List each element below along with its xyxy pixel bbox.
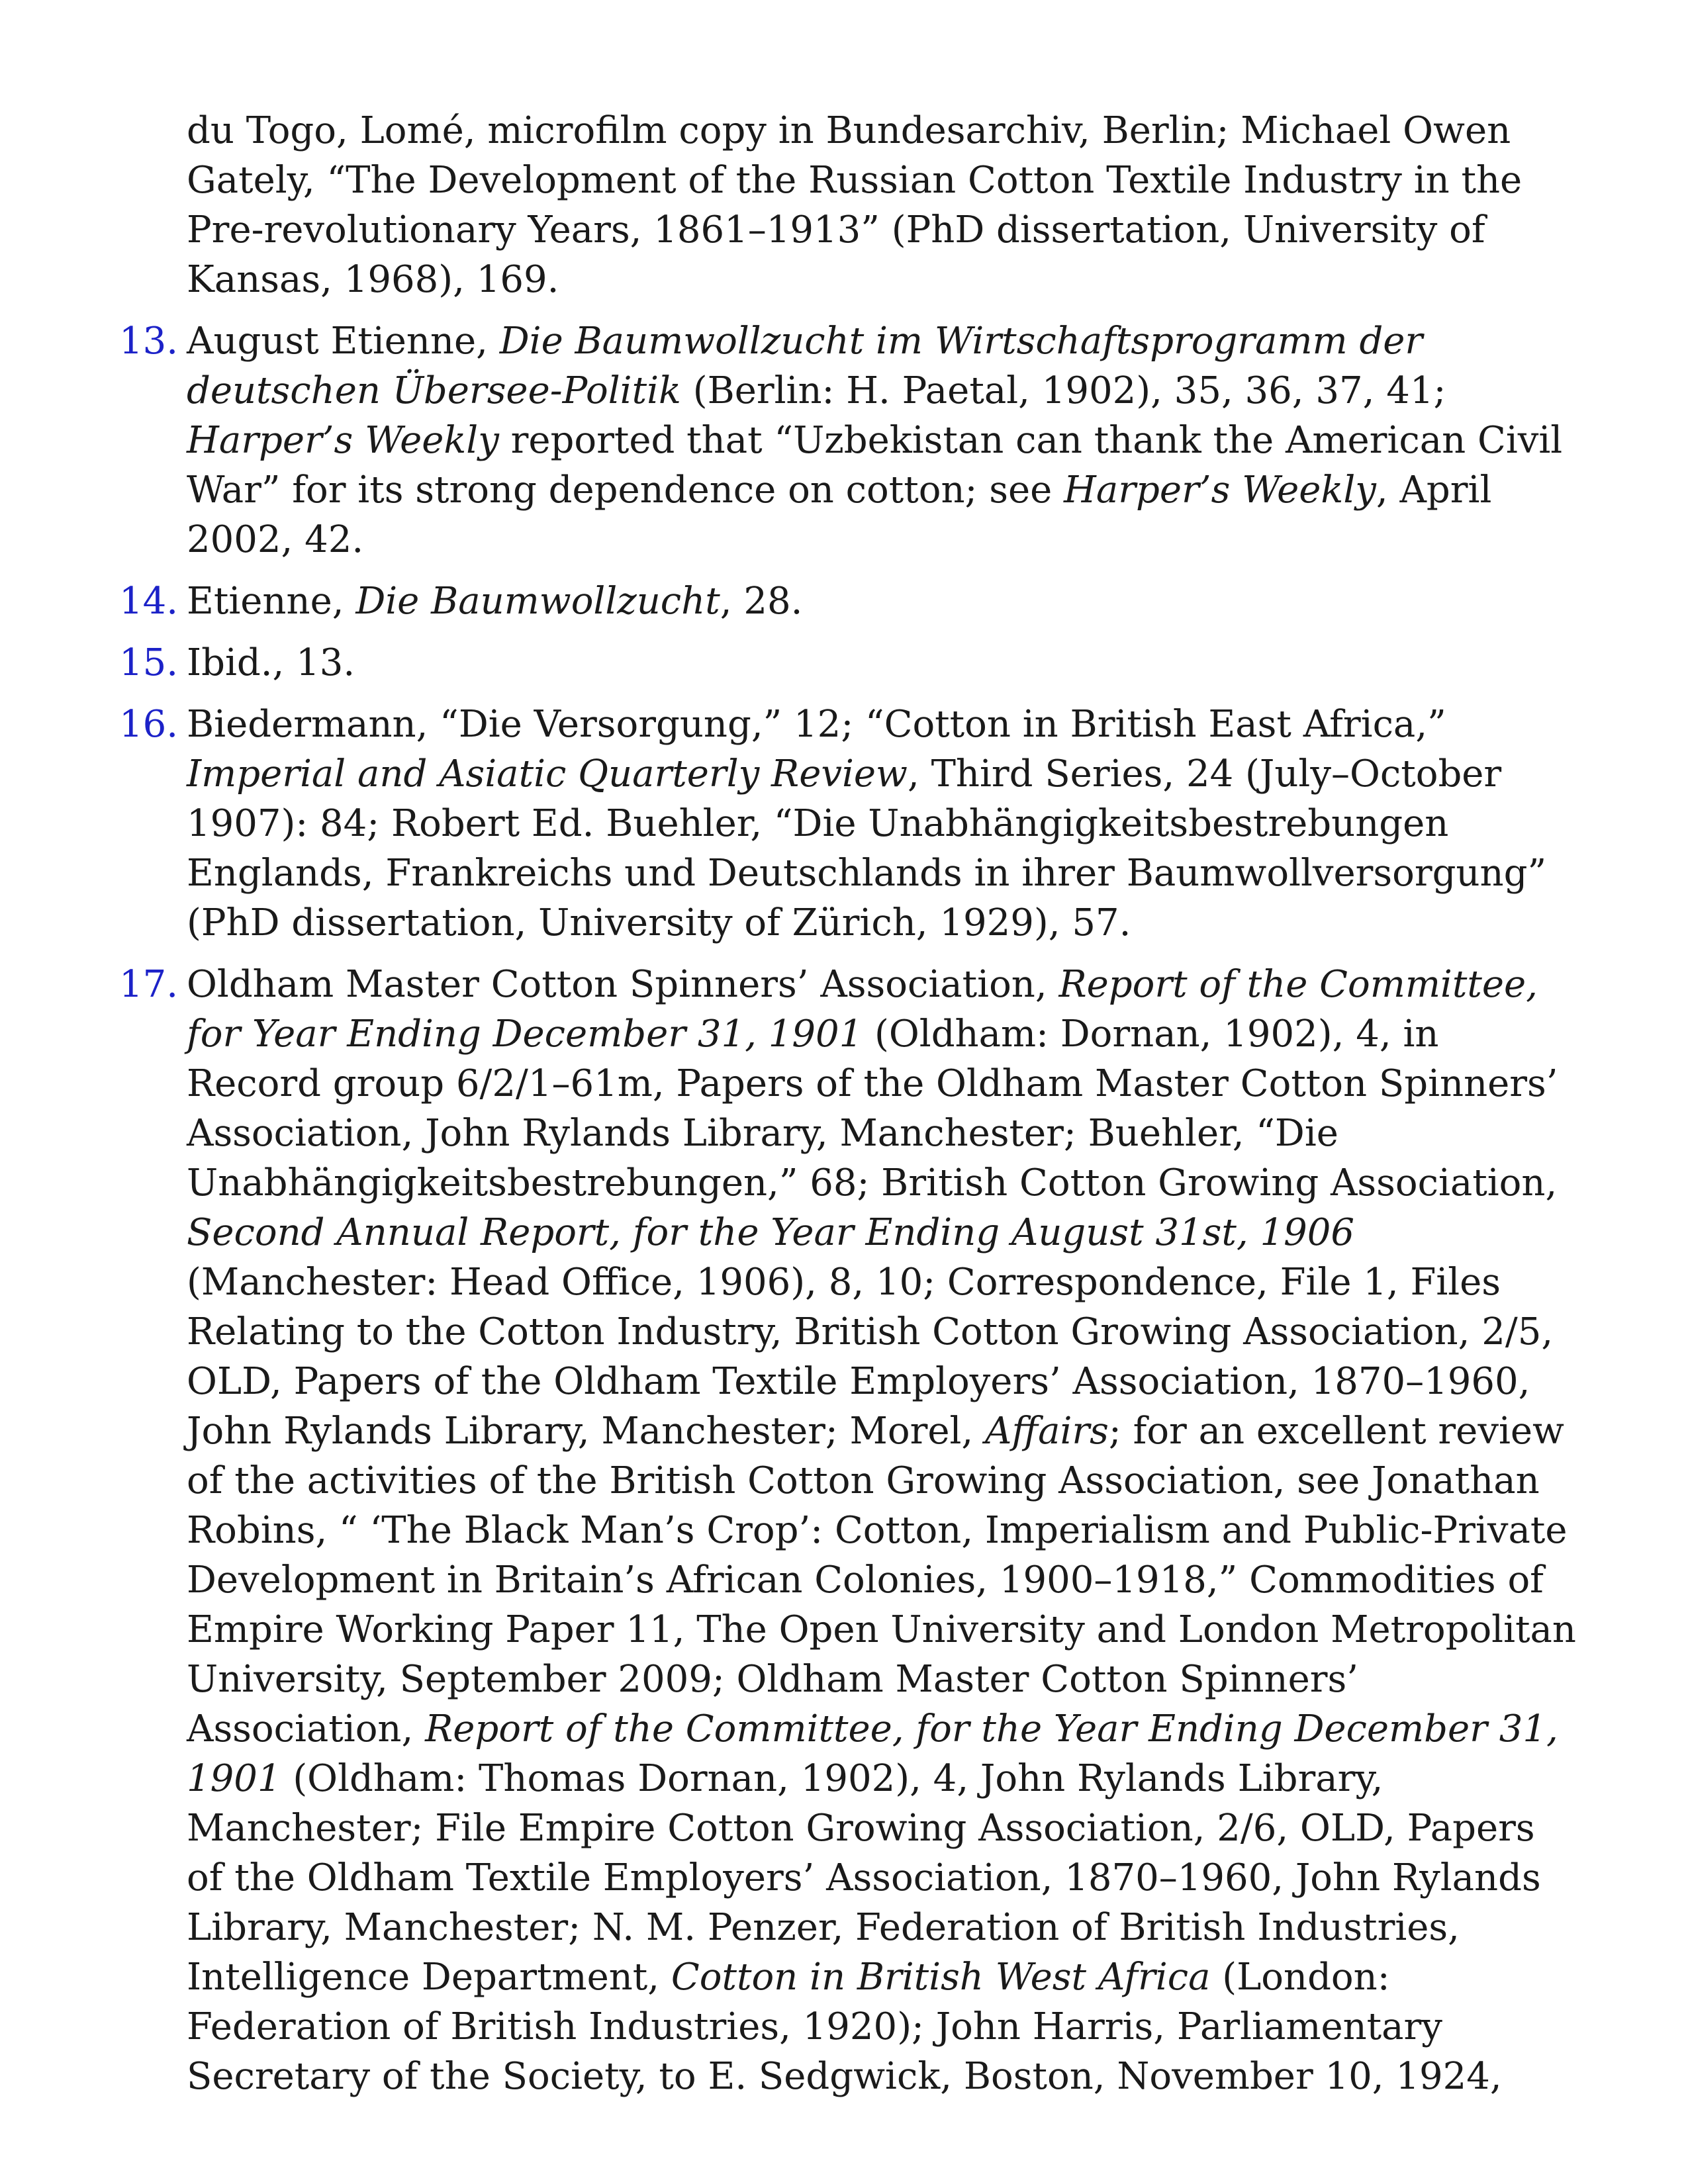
note-text: (Manchester: Head Office, 1906), 8, 10; Correspondence, File 1, Files Relating to the Cotton Industry, British Cotton Growing Association, 2/5, OLD, Papers of the Oldham Textile Employers’ Association, 1870–1960, John Rylands Library, Manchester; Morel, — [187, 1261, 1554, 1453]
note-text: (Oldham: Dornan, 1902), 4, in Record group 6/2/1–61m, Papers of the Oldham Master Cotton Spinners’ Association, John Rylands Library, Manchester; Buehler, “Die Unabhängigkeitsbestrebungen,” 68; British Cotton Growing Association, — [187, 1013, 1558, 1205]
note-text: , April 2002, 42. — [187, 469, 1492, 561]
endnote — [119, 960, 1582, 2101]
endnote-number-link[interactable]: 17. — [119, 963, 179, 1006]
note-text: du Togo, Lomé, microfilm copy in Bundesarchiv, Berlin; Michael Owen Gately, “The Development of the Russian Cotton Textile Industry in the Pre-revolutionary Years, 1861–1913” (PhD dissertation, University of Kansas, 1968), 169. — [187, 109, 1523, 301]
note-text: (Berlin: H. Paetal, 1902), 35, 36, 37, 41; — [680, 369, 1446, 412]
italic-title: Report of the Committee, for the Year Ending December 31, 1901 — [187, 1707, 1558, 1800]
note-text: Biedermann, “Die Versorgung,” 12; “Cotton in British East Africa,” — [187, 703, 1446, 746]
note-text: reported that “Uzbekistan can thank the American Civil War” for its strong dependence on cotton; see — [187, 419, 1563, 512]
endnotes-list — [119, 106, 1582, 2113]
italic-title: Die Baumwollzucht — [355, 580, 720, 623]
note-text: Ibid., 13. — [187, 641, 355, 684]
endnote-number-link[interactable]: 16. — [119, 703, 179, 746]
note-text: , Third Series, 24 (July–October 1907): 84; Robert Ed. Buehler, “Die Unabhängigkeitsbestrebungen Englands, Frankreichs und Deutschlands in ihrer Baumwollversorgung” (PhD dissertation, University of Zürich, 1929), 57. — [187, 752, 1547, 944]
note-text: , 28. — [720, 580, 803, 623]
italic-title: Report of the Committee, for Year Ending December 31, 1901 — [187, 963, 1538, 1056]
endnote-number-link[interactable]: 15. — [119, 641, 179, 684]
note-text: ; for an excellent review of the activities of the British Cotton Growing Association, see Jonathan Robins, “ ‘The Black Man’s Crop’: Cotton, Imperialism and Public-Private Development in Britain’s African Colonies, 1900–1918,” Commodities of Empire Working Paper 11, The Open University and London Metropolitan University, September 2009; Oldham Master Cotton Spinners’ Association, — [187, 1410, 1576, 1751]
note-text: Oldham Master Cotton Spinners’ Association, — [187, 963, 1059, 1006]
italic-title: Second Annual Report, for the Year Ending August 31st, 1906 — [187, 1211, 1354, 1254]
italic-title: Die Baumwollzucht im Wirtschaftsprogramm der deutschen Übersee-Politik — [187, 320, 1423, 412]
endnote — [119, 638, 1582, 688]
note-text: (London: Federation of British Industries, 1920); John Harris, Parliamentary Secretary of the Society, to E. Sedgwick, Boston, November 10, 1924, — [187, 1956, 1502, 2098]
italic-title: Affairs — [985, 1410, 1109, 1453]
endnote — [119, 316, 1582, 565]
endnote-continuation — [119, 106, 1582, 304]
endnote — [119, 576, 1582, 626]
endnote-number-link[interactable]: 13. — [119, 320, 179, 363]
italic-title: Harper’s Weekly — [1064, 469, 1376, 512]
italic-title: Harper’s Weekly — [187, 419, 499, 462]
note-text: Etienne, — [187, 580, 356, 623]
endnote — [119, 700, 1582, 948]
italic-title: Imperial and Asiatic Quarterly Review — [187, 752, 908, 796]
italic-title: Cotton in British West Africa — [671, 1956, 1211, 1999]
note-text: August Etienne, — [187, 320, 500, 363]
note-text: (Oldham: Thomas Dornan, 1902), 4, John Rylands Library, Manchester; File Empire Cotton Growing Association, 2/6, OLD, Papers of the Oldham Textile Employers’ Association, 1870–1960, John Rylands Library, Manchester; N. M. Penzer, Federation of British Industries, Intelligence Department, — [187, 1757, 1541, 1999]
endnote-number-link[interactable]: 14. — [119, 580, 179, 623]
